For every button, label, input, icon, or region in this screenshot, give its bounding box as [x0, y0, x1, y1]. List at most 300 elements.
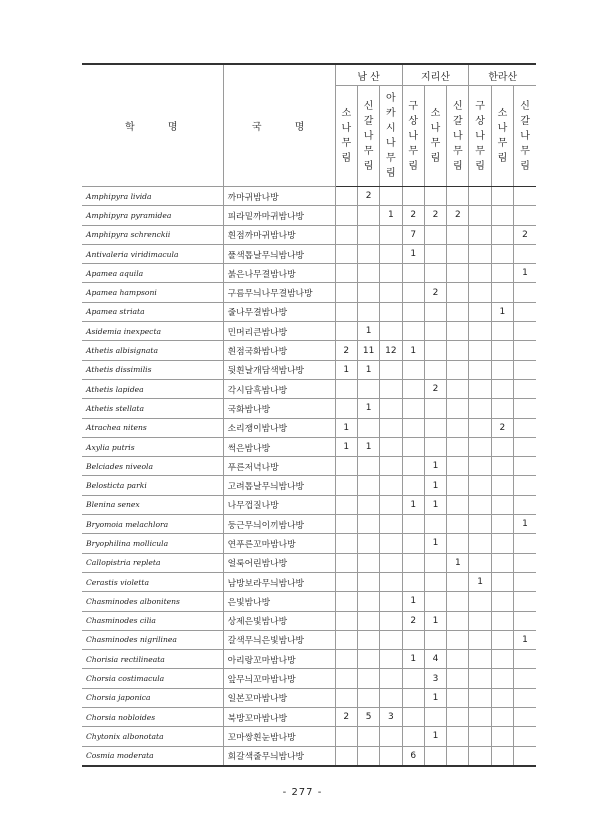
count-cell [469, 553, 491, 572]
count-cell [357, 206, 379, 225]
count-cell [335, 379, 357, 398]
scientific-name-cell: Belciades niveola [82, 457, 223, 476]
count-cell [380, 225, 402, 244]
count-cell [424, 592, 446, 611]
count-cell: 1 [424, 495, 446, 514]
count-cell [357, 515, 379, 534]
count-cell [447, 457, 469, 476]
table-row [82, 746, 536, 766]
count-cell [491, 322, 513, 341]
korean-name-cell: 얼룩어린밤나방 [223, 553, 335, 572]
count-cell [491, 727, 513, 746]
count-cell [447, 630, 469, 649]
table-row [82, 302, 536, 321]
count-cell: 12 [380, 341, 402, 360]
count-cell [514, 399, 536, 418]
forest-type-label: 소나무림 [497, 108, 508, 164]
table-row [82, 592, 536, 611]
count-cell [514, 379, 536, 398]
count-cell [380, 650, 402, 669]
korean-name-cell: 아리랑꼬마밤나방 [223, 650, 335, 669]
count-cell [357, 553, 379, 572]
count-cell [469, 592, 491, 611]
korean-name-cell: 갈색무늬은빛밤나방 [223, 630, 335, 649]
count-cell [447, 727, 469, 746]
scientific-name-cell: Chorsia nobloides [82, 708, 223, 727]
table-row [82, 379, 536, 398]
scientific-name-cell: Athetis dissimilis [82, 360, 223, 379]
count-cell [447, 746, 469, 766]
table-row [82, 206, 536, 225]
forest-type-header [335, 86, 357, 187]
table-row [82, 688, 536, 707]
count-cell [380, 534, 402, 553]
count-cell [424, 225, 446, 244]
table-row [82, 476, 536, 495]
count-cell [335, 476, 357, 495]
count-cell: 1 [402, 244, 424, 263]
korean-name-cell: 북방꼬마밤나방 [223, 708, 335, 727]
count-cell [380, 669, 402, 688]
count-cell [424, 708, 446, 727]
scientific-name-cell: Axylia putris [82, 437, 223, 456]
count-cell [424, 322, 446, 341]
table-row [82, 264, 536, 283]
count-cell [380, 515, 402, 534]
count-cell [335, 553, 357, 572]
count-cell [335, 399, 357, 418]
count-cell [491, 592, 513, 611]
table-row [82, 553, 536, 572]
count-cell [514, 360, 536, 379]
table-row [82, 187, 536, 206]
forest-type-header [380, 86, 402, 187]
count-cell [469, 264, 491, 283]
count-cell [514, 302, 536, 321]
forest-type-header [357, 86, 379, 187]
count-cell [335, 611, 357, 630]
count-cell [514, 592, 536, 611]
forest-type-header [491, 86, 513, 187]
scientific-name-cell: Amphipyra pyramidea [82, 206, 223, 225]
count-cell: 6 [402, 746, 424, 766]
count-cell [380, 283, 402, 302]
count-cell [380, 360, 402, 379]
table-row [82, 399, 536, 418]
count-cell [514, 341, 536, 360]
count-cell [357, 283, 379, 302]
count-cell [447, 495, 469, 514]
count-cell: 2 [491, 418, 513, 437]
count-cell [469, 611, 491, 630]
scientific-name-cell: Athetis stellata [82, 399, 223, 418]
korean-name-cell: 회갈색줄무늬밤나방 [223, 746, 335, 766]
korean-name-cell: 구름무늬나무결밤나방 [223, 283, 335, 302]
count-cell [491, 553, 513, 572]
count-cell [469, 225, 491, 244]
count-cell [335, 495, 357, 514]
count-cell [491, 437, 513, 456]
count-cell [380, 264, 402, 283]
count-cell [402, 457, 424, 476]
count-cell [469, 283, 491, 302]
forest-type-label: 소나무림 [430, 108, 441, 164]
count-cell [514, 322, 536, 341]
table-row [82, 611, 536, 630]
count-cell [447, 322, 469, 341]
count-cell [491, 688, 513, 707]
count-cell [447, 302, 469, 321]
count-cell [514, 669, 536, 688]
count-cell [357, 688, 379, 707]
korean-name-cell: 연푸른꼬마밤나방 [223, 534, 335, 553]
count-cell [335, 630, 357, 649]
count-cell [424, 630, 446, 649]
count-cell [514, 495, 536, 514]
count-cell [402, 515, 424, 534]
count-cell [491, 708, 513, 727]
count-cell [491, 572, 513, 591]
count-cell [380, 611, 402, 630]
table-row [82, 341, 536, 360]
scientific-name-cell: Athetis albisignata [82, 341, 223, 360]
count-cell [357, 457, 379, 476]
count-cell: 2 [424, 379, 446, 398]
scientific-name-header: 학 명 [82, 64, 223, 187]
count-cell [380, 302, 402, 321]
count-cell: 1 [469, 572, 491, 591]
table-row [82, 572, 536, 591]
count-cell: 2 [402, 611, 424, 630]
scientific-name-cell: Chorisia rectilineata [82, 650, 223, 669]
count-cell [402, 418, 424, 437]
count-cell [491, 515, 513, 534]
table-row [82, 630, 536, 649]
count-cell [491, 495, 513, 514]
scientific-name-cell: Amphipyra schrenckii [82, 225, 223, 244]
count-cell [514, 187, 536, 206]
count-cell [469, 360, 491, 379]
table-row [82, 650, 536, 669]
count-cell [447, 708, 469, 727]
count-cell [424, 399, 446, 418]
table-row [82, 534, 536, 553]
count-cell [447, 669, 469, 688]
count-cell [491, 360, 513, 379]
page-number: - 277 - [282, 787, 323, 798]
korean-name-cell: 일본꼬마밤나방 [223, 688, 335, 707]
count-cell: 1 [402, 650, 424, 669]
count-cell [447, 476, 469, 495]
scientific-name-cell: Asidemia inexpecta [82, 322, 223, 341]
count-cell [491, 457, 513, 476]
count-cell [469, 495, 491, 514]
count-cell [357, 630, 379, 649]
count-cell [514, 611, 536, 630]
count-cell [380, 437, 402, 456]
count-cell [335, 688, 357, 707]
count-cell: 1 [424, 534, 446, 553]
scientific-name-cell: Apamea striata [82, 302, 223, 321]
count-cell: 2 [514, 225, 536, 244]
count-cell [447, 360, 469, 379]
count-cell [469, 515, 491, 534]
count-cell [335, 225, 357, 244]
count-cell [447, 515, 469, 534]
count-cell [357, 534, 379, 553]
korean-name-cell: 썩은밤나방 [223, 437, 335, 456]
count-cell [514, 476, 536, 495]
table-row [82, 283, 536, 302]
scientific-name-cell: Bryophilina mollicula [82, 534, 223, 553]
count-cell [514, 553, 536, 572]
count-cell: 7 [402, 225, 424, 244]
scientific-name-cell: Amphipyra livida [82, 187, 223, 206]
scientific-name-cell: Cosmia moderata [82, 746, 223, 766]
count-cell [447, 650, 469, 669]
count-cell: 1 [424, 727, 446, 746]
table-header [82, 64, 536, 187]
count-cell [335, 283, 357, 302]
count-cell [402, 553, 424, 572]
count-cell: 1 [357, 322, 379, 341]
count-cell: 1 [380, 206, 402, 225]
count-cell [402, 669, 424, 688]
count-cell [357, 379, 379, 398]
scientific-name-cell: Chasminodes albonitens [82, 592, 223, 611]
count-cell [469, 187, 491, 206]
scientific-name-cell: Chasminodes nigrilinea [82, 630, 223, 649]
count-cell [447, 534, 469, 553]
count-cell [357, 495, 379, 514]
korean-name-cell: 꼬마쌍흰눈밤나방 [223, 727, 335, 746]
count-cell [380, 572, 402, 591]
count-cell [402, 360, 424, 379]
korean-name-cell: 풀색톱날무늬밤나방 [223, 244, 335, 263]
count-cell: 1 [514, 264, 536, 283]
count-cell [514, 457, 536, 476]
count-cell [491, 611, 513, 630]
korean-name-cell: 흰점국화밤나방 [223, 341, 335, 360]
scientific-name-cell: Chorsia costimacula [82, 669, 223, 688]
count-cell [447, 399, 469, 418]
count-cell [357, 418, 379, 437]
table-row [82, 669, 536, 688]
korean-name-cell: 앞무늬꼬마밤나방 [223, 669, 335, 688]
count-cell [357, 746, 379, 766]
count-cell [335, 515, 357, 534]
count-cell [514, 418, 536, 437]
count-cell [380, 746, 402, 766]
count-cell: 11 [357, 341, 379, 360]
count-cell [469, 534, 491, 553]
count-cell [469, 341, 491, 360]
korean-name-cell: 은빛밤나방 [223, 592, 335, 611]
count-cell [447, 283, 469, 302]
count-cell [469, 708, 491, 727]
count-cell [357, 592, 379, 611]
count-cell [424, 572, 446, 591]
count-cell [335, 187, 357, 206]
table-row [82, 437, 536, 456]
count-cell [380, 187, 402, 206]
count-cell [424, 418, 446, 437]
count-cell [402, 322, 424, 341]
korean-name-cell: 흰점까마귀밤나방 [223, 225, 335, 244]
count-cell [380, 495, 402, 514]
table-row [82, 418, 536, 437]
count-cell [424, 187, 446, 206]
count-cell [402, 302, 424, 321]
count-cell [335, 650, 357, 669]
korean-name-cell: 민머리큰밤나방 [223, 322, 335, 341]
count-cell [514, 572, 536, 591]
count-cell [380, 630, 402, 649]
count-cell [514, 244, 536, 263]
count-cell [402, 688, 424, 707]
count-cell [447, 264, 469, 283]
korean-name-cell: 까마귀밤나방 [223, 187, 335, 206]
count-cell [424, 553, 446, 572]
count-cell: 2 [424, 206, 446, 225]
korean-name-cell: 각시담흑밤나방 [223, 379, 335, 398]
scientific-name-cell: Atrachea nitens [82, 418, 223, 437]
count-cell [335, 244, 357, 263]
count-cell: 2 [357, 187, 379, 206]
count-cell [447, 187, 469, 206]
korean-name-header: 국 명 [223, 64, 335, 187]
count-cell [469, 399, 491, 418]
count-cell [357, 572, 379, 591]
count-cell: 1 [447, 553, 469, 572]
count-cell [357, 611, 379, 630]
count-cell [380, 727, 402, 746]
count-cell [335, 534, 357, 553]
count-cell [424, 244, 446, 263]
count-cell: 1 [424, 457, 446, 476]
species-table [82, 63, 536, 767]
count-cell [447, 688, 469, 707]
count-cell [380, 476, 402, 495]
count-cell [469, 688, 491, 707]
forest-type-label: 아카시나무림 [386, 93, 396, 179]
count-cell [402, 727, 424, 746]
count-cell [447, 572, 469, 591]
count-cell [469, 669, 491, 688]
count-cell [402, 187, 424, 206]
count-cell [469, 206, 491, 225]
count-cell: 3 [424, 669, 446, 688]
scientific-name-cell: Chasminodes cilia [82, 611, 223, 630]
count-cell [380, 553, 402, 572]
count-cell [469, 630, 491, 649]
count-cell: 4 [424, 650, 446, 669]
table-row [82, 225, 536, 244]
count-cell: 1 [424, 476, 446, 495]
count-cell [335, 206, 357, 225]
count-cell [491, 534, 513, 553]
count-cell: 1 [424, 688, 446, 707]
korean-name-cell: 나무껍질나방 [223, 495, 335, 514]
region-header-namsan: 남 산 [335, 64, 402, 86]
count-cell [424, 341, 446, 360]
count-cell [335, 572, 357, 591]
count-cell [469, 302, 491, 321]
count-cell [424, 515, 446, 534]
count-cell: 3 [380, 708, 402, 727]
korean-name-cell: 뒷흰날개담색밤나방 [223, 360, 335, 379]
count-cell [447, 244, 469, 263]
count-cell [402, 264, 424, 283]
count-cell [491, 379, 513, 398]
scientific-name-cell: Chytonix albonotata [82, 727, 223, 746]
count-cell [491, 283, 513, 302]
count-cell [402, 476, 424, 495]
count-cell [447, 225, 469, 244]
count-cell [491, 399, 513, 418]
count-cell: 1 [514, 515, 536, 534]
scientific-name-cell: Cerastis violetta [82, 572, 223, 591]
count-cell: 1 [424, 611, 446, 630]
count-cell [469, 322, 491, 341]
count-cell [447, 418, 469, 437]
table-row [82, 708, 536, 727]
korean-name-cell: 소리쟁이밤나방 [223, 418, 335, 437]
count-cell [491, 476, 513, 495]
count-cell [514, 534, 536, 553]
count-cell [380, 399, 402, 418]
count-cell [357, 727, 379, 746]
table-body [82, 187, 536, 766]
korean-name-cell: 고려톱날무늬밤나방 [223, 476, 335, 495]
count-cell [491, 669, 513, 688]
count-cell [469, 379, 491, 398]
count-cell: 1 [357, 399, 379, 418]
count-cell [402, 379, 424, 398]
count-cell [447, 341, 469, 360]
scientific-name-cell: Apamea hampsoni [82, 283, 223, 302]
count-cell [424, 264, 446, 283]
region-header-hallasan: 한라산 [469, 64, 536, 86]
count-cell [335, 302, 357, 321]
forest-type-label: 신갈나무림 [363, 100, 374, 172]
forest-type-header [447, 86, 469, 187]
count-cell [357, 650, 379, 669]
count-cell [514, 650, 536, 669]
count-cell [491, 746, 513, 766]
forest-type-label: 구상나무림 [408, 100, 419, 172]
count-cell [380, 592, 402, 611]
korean-name-cell: 둥근무늬이끼밤나방 [223, 515, 335, 534]
count-cell [335, 746, 357, 766]
count-cell: 1 [402, 495, 424, 514]
table-row [82, 360, 536, 379]
count-cell [447, 611, 469, 630]
count-cell [380, 688, 402, 707]
forest-type-label: 소나무림 [341, 108, 352, 164]
table-row [82, 495, 536, 514]
count-cell [335, 592, 357, 611]
forest-type-header [514, 86, 536, 187]
count-cell [424, 437, 446, 456]
korean-name-cell: 피라밑까마귀밤나방 [223, 206, 335, 225]
count-cell [491, 650, 513, 669]
count-cell [469, 650, 491, 669]
count-cell [491, 187, 513, 206]
count-cell [447, 437, 469, 456]
count-cell: 1 [402, 341, 424, 360]
count-cell [469, 437, 491, 456]
